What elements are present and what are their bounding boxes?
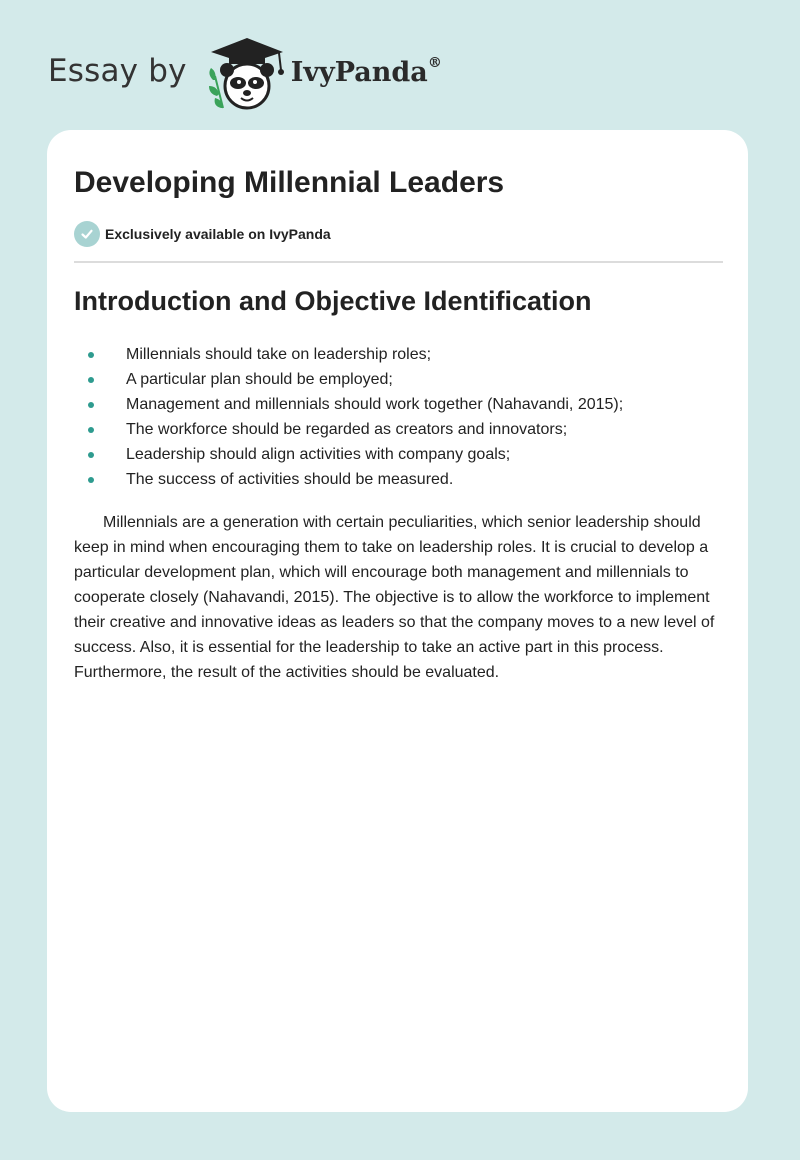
bullet-dot-icon <box>88 377 94 383</box>
list-item <box>74 367 623 392</box>
list-item <box>74 392 623 417</box>
essay-by-label: Essay by <box>48 53 187 89</box>
brand-name: IvyPanda® <box>290 54 442 88</box>
list-item-text: Leadership should align activities with company goals; <box>126 446 511 463</box>
bullet-dot-icon <box>88 427 94 433</box>
exclusive-badge <box>74 221 331 247</box>
bullet-dot-icon <box>88 402 94 408</box>
check-icon <box>74 221 100 247</box>
site-header <box>48 34 442 114</box>
list-item-text: The workforce should be regarded as creators and innovators; <box>126 421 568 438</box>
document-card <box>47 130 748 1112</box>
bullet-dot-icon <box>88 477 94 483</box>
list-item <box>74 342 623 367</box>
section-heading: Introduction and Objective Identification <box>74 286 592 316</box>
bullet-dot-icon <box>88 452 94 458</box>
list-item-text: Millennials should take on leadership roles; <box>126 346 432 363</box>
list-item <box>74 467 623 492</box>
list-item <box>74 442 623 467</box>
list-item-text: A particular plan should be employed; <box>126 371 393 388</box>
list-item <box>74 417 623 442</box>
registered-mark: ® <box>427 54 442 71</box>
list-item-text: Management and millennials should work together (Nahavandi, 2015); <box>126 396 624 413</box>
body-paragraph: Millennials are a generation with certain peculiarities, which senior leadership should keep in mind when encouraging them to take on leadership roles. It is crucial to develop a particular development plan, which will encourage both management and millennials to cooperate closely (Nahavandi, 2015). The objective is to allow the workforce to implement their creative and innovative ideas as leaders so that the company moves to a new level of success. Also, it is essential for the leadership to take an active part in this process. Furthermore, the result of the activities should be evaluated. <box>74 514 715 681</box>
exclusive-label: Exclusively available on IvyPanda <box>105 226 331 242</box>
bullet-dot-icon <box>88 352 94 358</box>
objectives-list <box>74 342 623 492</box>
panda-logo-icon[interactable] <box>201 36 293 112</box>
list-item-text: The success of activities should be measured. <box>126 471 454 488</box>
page-title: Developing Millennial Leaders <box>74 166 505 199</box>
divider <box>74 261 723 263</box>
